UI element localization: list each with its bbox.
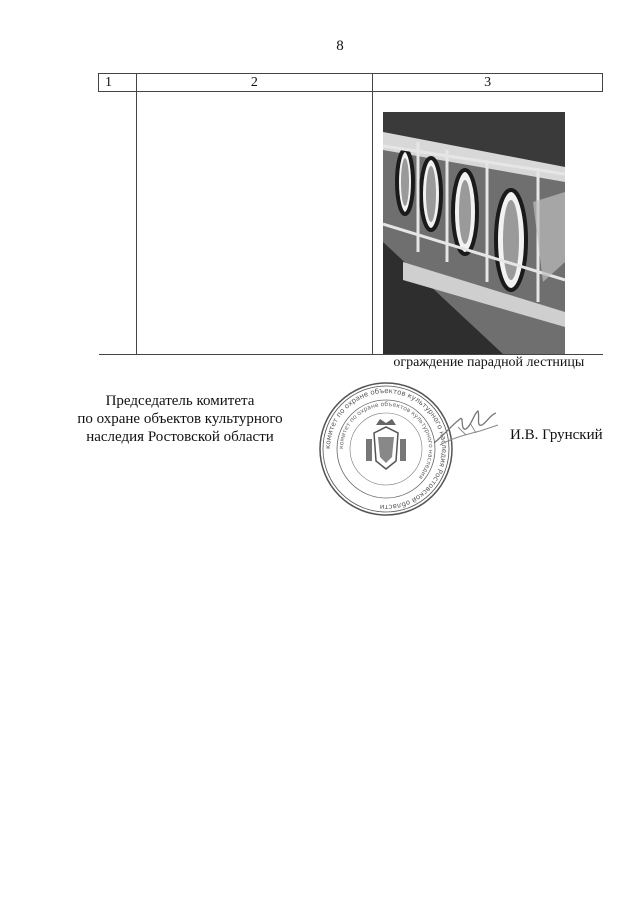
- signatory-title-line-1: Председатель комитета: [105, 393, 255, 409]
- header-col-2: 2: [136, 74, 373, 92]
- page-number: 8: [336, 38, 344, 54]
- header-col-1: 1: [99, 74, 137, 92]
- cell-col-1: [99, 92, 137, 355]
- signatory-title-line-2: по охране объектов культурного: [77, 411, 283, 427]
- photo-caption: ограждение парадной лестницы: [393, 355, 585, 370]
- svg-text:комитет по охране объектов кул: комитет по охране объектов культурного наследия: [337, 400, 435, 481]
- signatory-title-line-3: наследия Ростовской области: [86, 429, 274, 445]
- signatory-title: [60, 392, 300, 446]
- signatory-name: И.В. Грунский: [510, 427, 603, 443]
- header-col-3: 3: [373, 74, 603, 92]
- cell-col-3: [373, 92, 603, 370]
- objects-table: [98, 73, 603, 370]
- staircase-railing-photo: [383, 112, 565, 354]
- svg-text:комитет по охране объектов кул: комитет по охране объектов культурного наследия Ростовской области: [323, 386, 449, 512]
- table-row: [99, 92, 603, 355]
- table-header-row: [99, 74, 603, 92]
- handwritten-signature: [430, 405, 500, 450]
- cell-col-2: [136, 92, 373, 355]
